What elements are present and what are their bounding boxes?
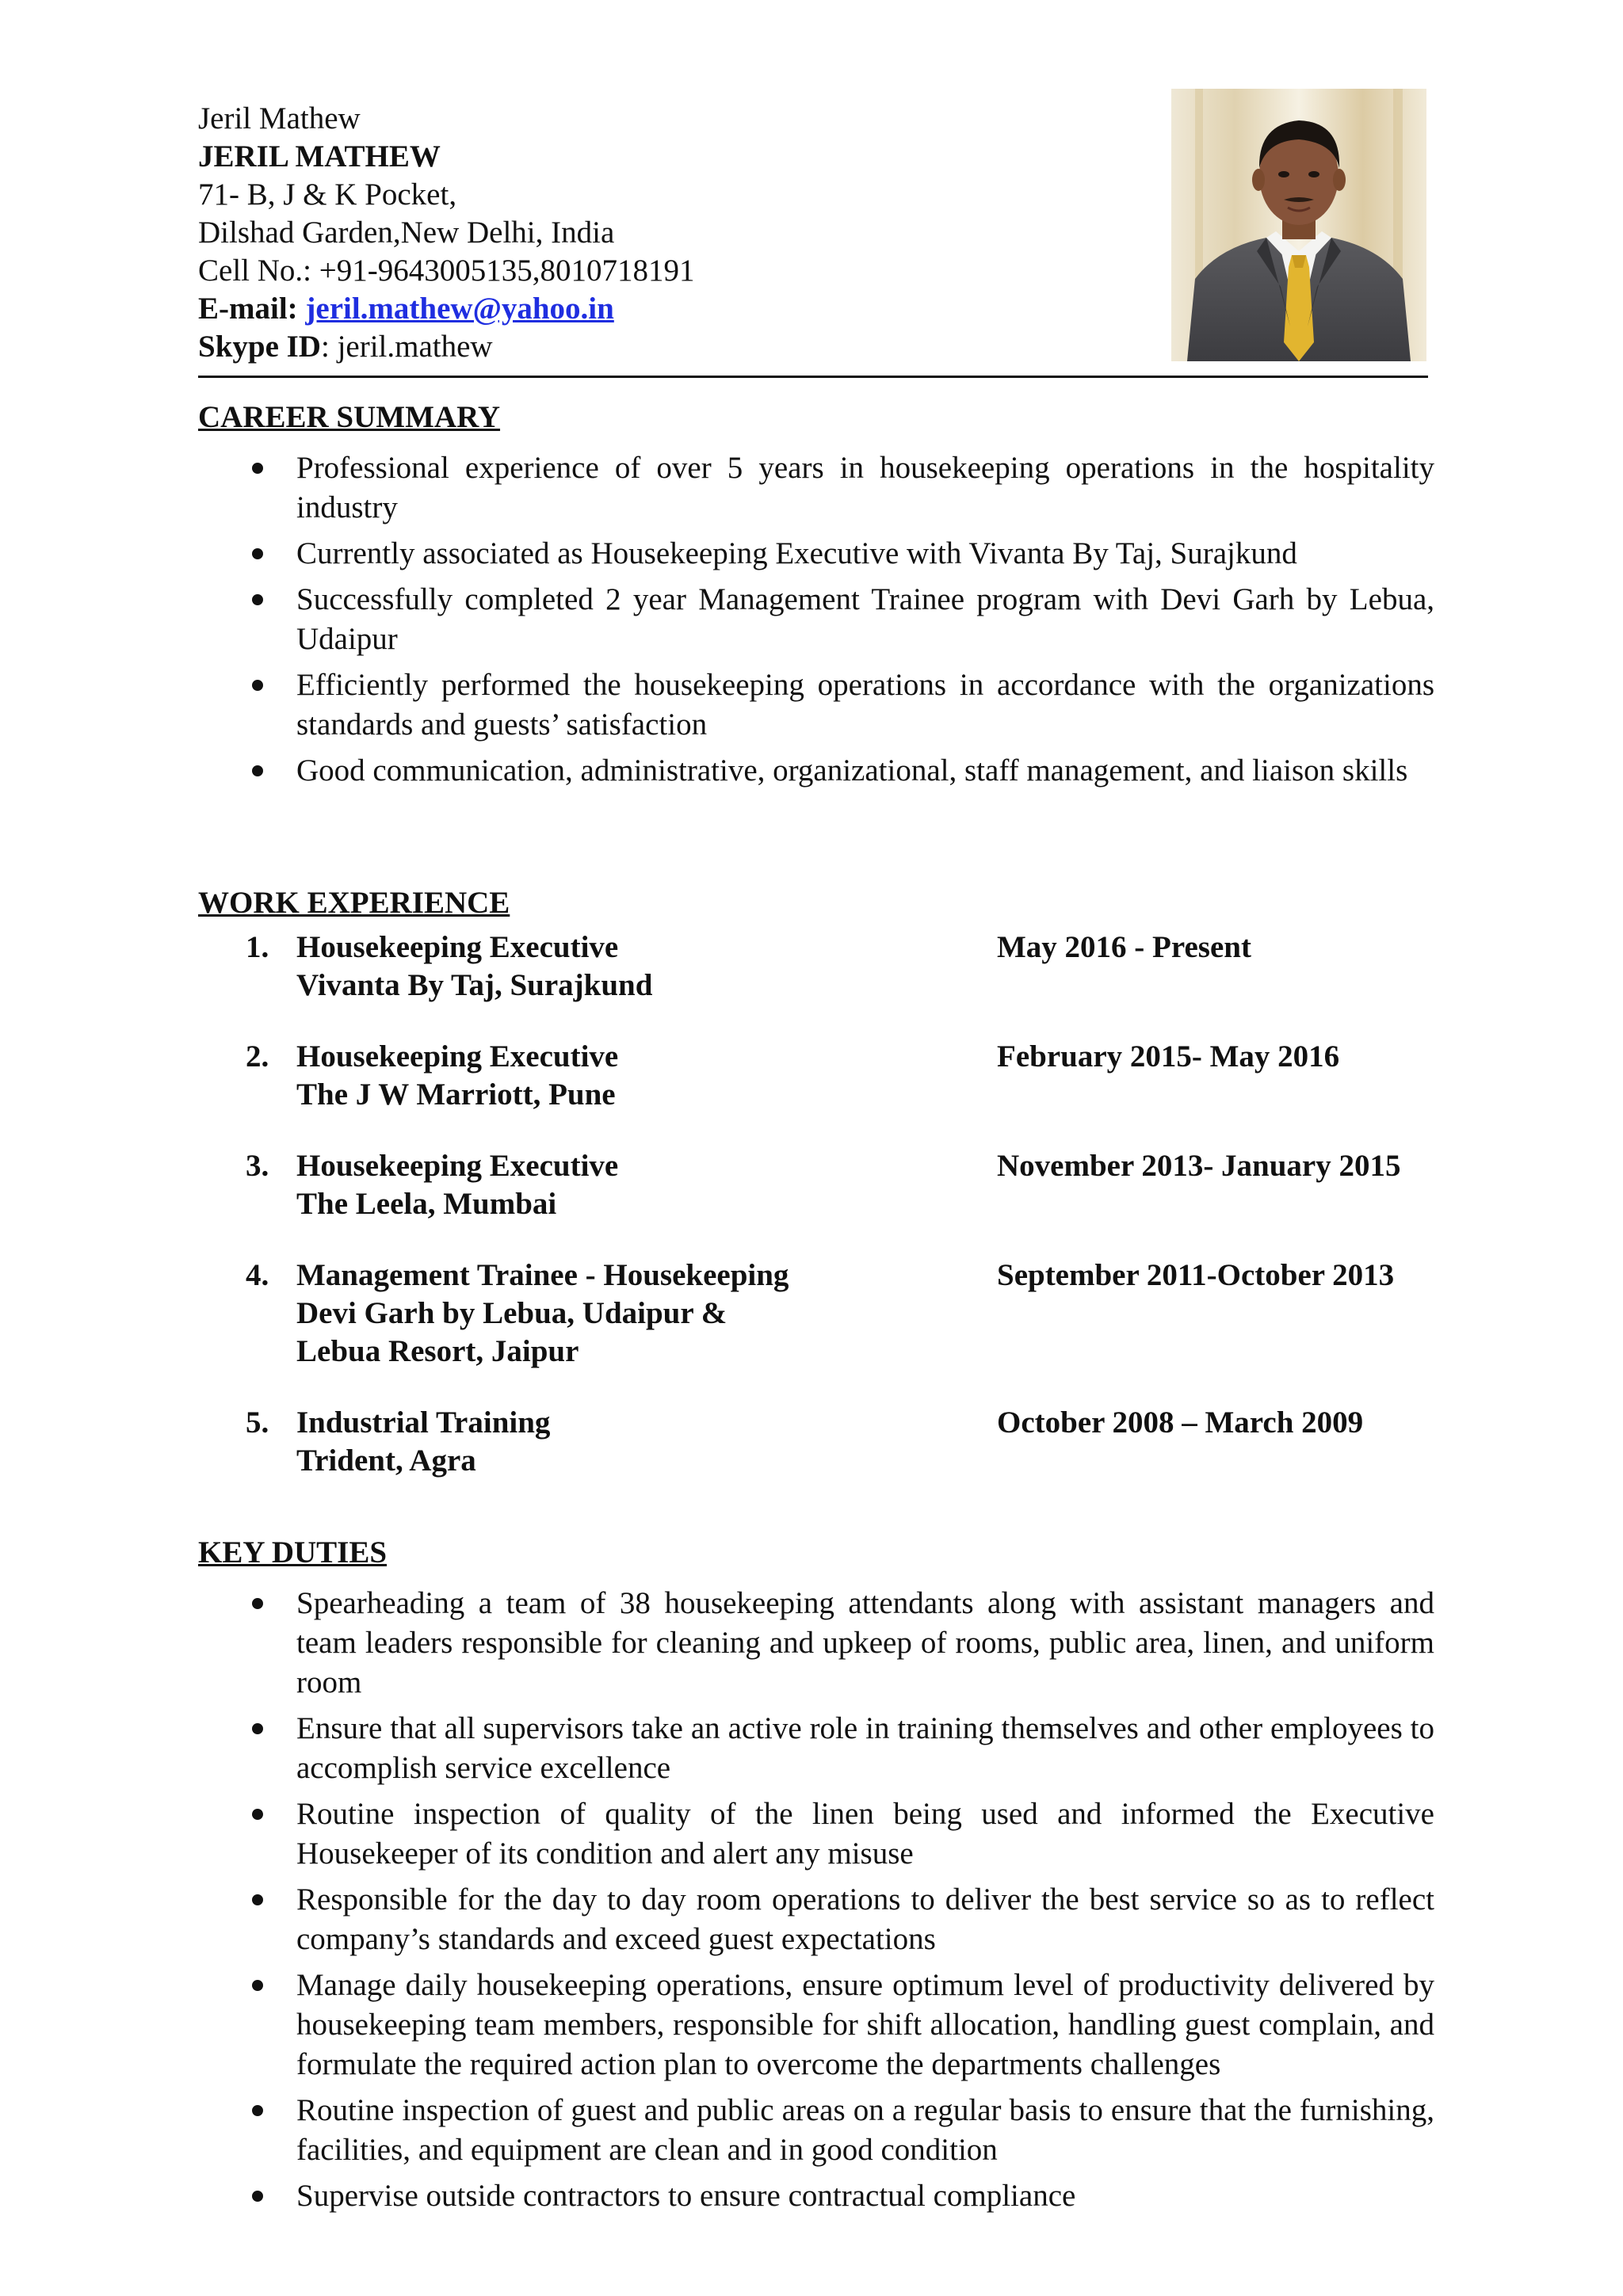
job-place: Vivanta By Taj, Surajkund (296, 968, 653, 1002)
list-item: Professional experience of over 5 years in housekeeping operations in the hospitality industry (198, 448, 1434, 528)
job-role: Housekeeping Executive (296, 1149, 619, 1183)
bullet-icon (252, 594, 263, 605)
name-plain: Jeril Mathew (198, 101, 361, 135)
cell-number: Cell No.: +91-9643005135,8010718191 (198, 254, 695, 288)
bullet-icon (252, 2191, 263, 2202)
job-role: Housekeeping Executive (296, 1039, 619, 1074)
address-line-1: 71- B, J & K Pocket, (198, 177, 457, 212)
key-duties-list (198, 1584, 1434, 2222)
job-number: 5. (246, 1405, 269, 1440)
bullet-icon (252, 765, 263, 776)
job-place: Trident, Agra (296, 1444, 476, 1478)
job-number: 1. (246, 930, 269, 964)
list-item: Ensure that all supervisors take an active role in training themselves and other employees to accomplish service excellence (198, 1709, 1434, 1788)
header-divider (198, 376, 1428, 378)
list-item: Routine inspection of guest and public areas on a regular basis to ensure that the furnishing, facilities, and equipment are clean and in good condition (198, 2091, 1434, 2170)
career-summary-list (198, 448, 1434, 797)
job-place: The J W Marriott, Pune (296, 1077, 616, 1112)
email-link[interactable]: jeril.mathew@yahoo.in (305, 292, 614, 326)
job-role: Management Trainee - Housekeeping (296, 1258, 789, 1292)
job-period: September 2011-October 2013 (997, 1258, 1395, 1292)
job-entry (198, 1038, 1434, 1114)
bullet-icon (252, 463, 263, 474)
bullet-icon (252, 1723, 263, 1734)
job-entry (198, 1147, 1434, 1223)
bullet-icon (252, 1980, 263, 1991)
bullet-icon (252, 1598, 263, 1609)
job-entry (198, 1257, 1434, 1371)
job-period: October 2008 – March 2009 (997, 1405, 1364, 1440)
list-item: Good communication, administrative, organizational, staff management, and liaison skills (198, 751, 1434, 791)
bullet-icon (252, 1809, 263, 1820)
job-period: November 2013- January 2015 (997, 1149, 1401, 1183)
bullet-icon (252, 680, 263, 691)
skype-value: : jeril.mathew (320, 330, 493, 364)
bullet-icon (252, 1894, 263, 1905)
job-place: Devi Garh by Lebua, Udaipur & (296, 1296, 727, 1330)
job-number: 3. (246, 1149, 269, 1183)
job-entry (198, 1404, 1434, 1480)
job-place-2: Lebua Resort, Jaipur (296, 1334, 579, 1368)
list-item: Successfully completed 2 year Management Trainee program with Devi Garh by Lebua, Udaipur (198, 580, 1434, 659)
skype-label: Skype ID (198, 330, 321, 364)
list-item: Supervise outside contractors to ensure contractual compliance (198, 2176, 1434, 2216)
work-experience-list (198, 929, 1434, 1513)
list-item: Spearheading a team of 38 housekeeping attendants along with assistant managers and team leaders responsible for cleaning and upkeep of rooms, public area, linen, and uniform room (198, 1584, 1434, 1703)
list-item: Manage daily housekeeping operations, ensure optimum level of productivity delivered by housekeeping team members, responsible for shift allocation, handling guest complain, and formulate the required action plan to overcome the departments challenges (198, 1966, 1434, 2084)
career-summary-title: CAREER SUMMARY (198, 400, 501, 434)
job-role: Industrial Training (296, 1405, 551, 1440)
list-item: Currently associated as Housekeeping Executive with Vivanta By Taj, Surajkund (198, 534, 1434, 574)
job-number: 2. (246, 1039, 269, 1074)
job-number: 4. (246, 1258, 269, 1292)
job-role: Housekeeping Executive (296, 930, 619, 964)
bullet-icon (252, 548, 263, 559)
address-line-2: Dilshad Garden,New Delhi, India (198, 215, 615, 250)
list-item: Responsible for the day to day room operations to deliver the best service so as to reflect company’s standards and exceed guest expectations (198, 1880, 1434, 1959)
profile-photo (1171, 89, 1426, 361)
name-caps: JERIL MATHEW (198, 139, 441, 174)
bullet-icon (252, 2105, 263, 2116)
email-label: E-mail: (198, 292, 298, 326)
work-experience-title: WORK EXPERIENCE (198, 886, 510, 920)
job-entry (198, 929, 1434, 1005)
list-item: Routine inspection of quality of the linen being used and informed the Executive Housekeeper of its condition and alert any misuse (198, 1794, 1434, 1874)
job-place: The Leela, Mumbai (296, 1187, 557, 1221)
list-item: Efficiently performed the housekeeping operations in accordance with the organizations standards and guests’ satisfaction (198, 666, 1434, 745)
key-duties-title: KEY DUTIES (198, 1535, 388, 1569)
job-period: February 2015- May 2016 (997, 1039, 1340, 1074)
job-period: May 2016 - Present (997, 930, 1251, 964)
